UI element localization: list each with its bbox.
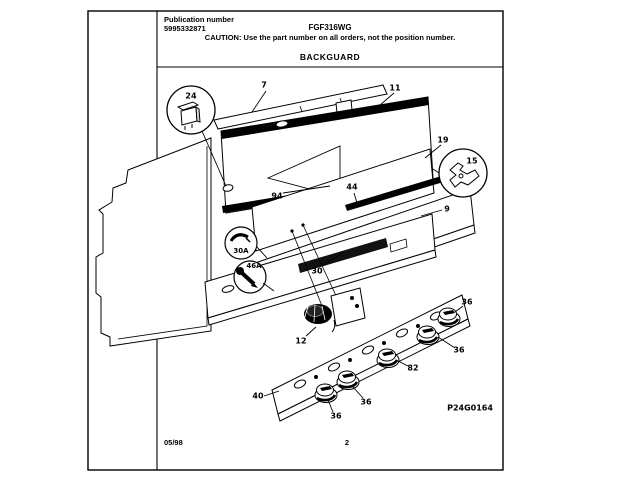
callout-7: 7 <box>261 80 267 90</box>
callout-46a: 46A <box>246 262 262 270</box>
callout-36: 36 <box>330 411 342 421</box>
callout-19: 19 <box>437 135 449 145</box>
callout-15: 15 <box>466 156 478 166</box>
section-title: BACKGUARD <box>299 52 361 62</box>
callout-30: 30 <box>311 266 323 276</box>
callout-36: 36 <box>461 297 473 307</box>
callout-82: 82 <box>407 363 419 373</box>
revision-date: 05/98 <box>164 438 183 447</box>
callout-40: 40 <box>252 391 264 401</box>
callout-36: 36 <box>453 345 465 355</box>
publication-number: 5995332871 <box>164 24 206 33</box>
callout-9: 9 <box>444 204 450 214</box>
page-number: 2 <box>344 438 350 447</box>
callout-12: 12 <box>295 336 307 346</box>
model-number: FGF316WG <box>308 23 352 32</box>
callout-94: 94 <box>271 191 283 201</box>
callout-11: 11 <box>389 83 401 93</box>
publication-label: Publication number <box>164 15 235 24</box>
callout-24: 24 <box>185 91 197 101</box>
image-code: P24G0164 <box>447 403 493 413</box>
callout-44: 44 <box>346 182 358 192</box>
callout-36: 36 <box>360 397 372 407</box>
caution-note: CAUTION: Use the part number on all orders, not the position number. <box>204 33 456 42</box>
callout-circle-15 <box>433 149 487 197</box>
callout-30a: 30A <box>233 247 249 255</box>
selector-switch <box>304 288 365 332</box>
